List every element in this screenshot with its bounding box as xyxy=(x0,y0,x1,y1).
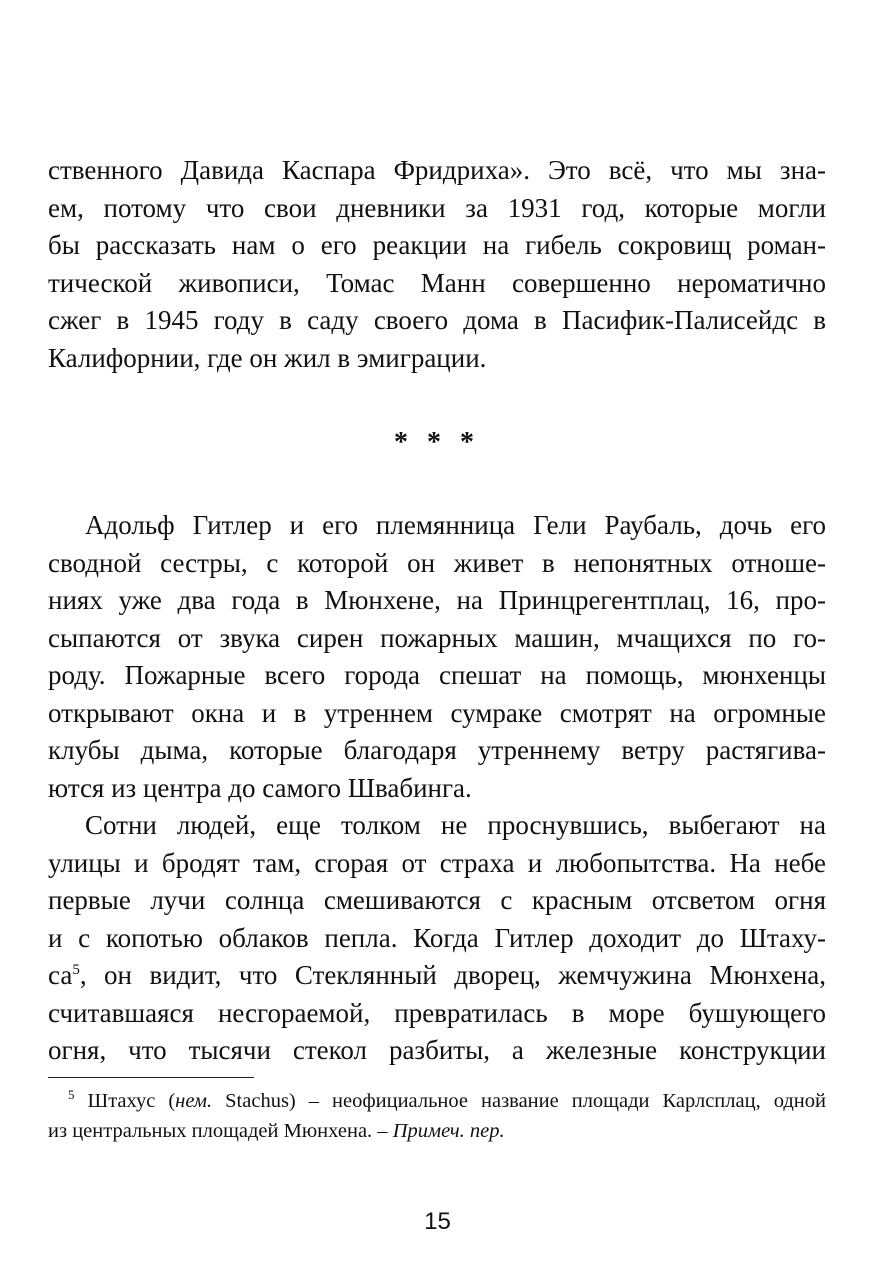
text-line: ем, потому что свои дневники за 1931 год, которые могли xyxy=(48,192,826,223)
text-line: считавшаяся несгораемой, превратилась в море бушующего xyxy=(48,997,826,1028)
page-number: 15 xyxy=(424,1208,451,1235)
text-line: Сотни людей, еще толком не проснувшись, выбегают на xyxy=(85,810,826,840)
paragraph-1 xyxy=(48,152,826,377)
text-line: первые лучи солнца смешиваются с красным отсветом огня xyxy=(48,885,826,915)
section-separator: * * * xyxy=(394,427,480,458)
text-line: ниях уже два года в Мюнхене, на Принцрегентплац, 16, про- xyxy=(48,585,826,615)
text-line xyxy=(48,957,826,995)
text-line: улицы и бродят там, сгорая от страха и любопытства. На небе xyxy=(48,847,826,878)
footnote-line xyxy=(48,1116,826,1146)
text-line: бы рассказать нам о его реакции на гибель сокровищ роман- xyxy=(48,230,826,260)
text-line: сжег в 1945 году в саду своего дома в Пасифик-Палисейдс в xyxy=(48,305,826,335)
footnote-text: Штахус ( xyxy=(74,1090,176,1112)
text-line: Калифорнии, где он жил в эмиграции. xyxy=(48,342,487,373)
text-line: Адольф Гитлер и его племянница Гели Раубаль, дочь его xyxy=(85,510,826,540)
text-line: сыпаются от звука сирен пожарных машин, мчащихся по го- xyxy=(48,622,826,653)
text-fragment: са xyxy=(48,960,73,990)
paragraph-2 xyxy=(48,507,826,807)
paragraph-3 xyxy=(48,807,826,1070)
text-line: роду. Пожарные всего города спешат на помощь, мюнхенцы xyxy=(48,660,826,690)
text-line: ются из центра до самого Швабинга. xyxy=(48,772,472,803)
text-line: огня, что тысячи стекол разбиты, а железные конструкции xyxy=(48,1035,826,1065)
text-line: сводной сестры, с которой он живет в непонятных отноше- xyxy=(48,547,826,578)
text-line: клубы дыма, которые благодаря утреннему ветру растягива- xyxy=(48,735,826,765)
footnote-line xyxy=(48,1086,826,1116)
text-line: открывают окна и в утреннем сумраке смотрят на огромные xyxy=(48,697,826,728)
text-line: тической живописи, Томас Манн совершенно нероматично xyxy=(48,267,826,298)
footnote-marker: 5 xyxy=(68,1087,75,1103)
footnote-divider xyxy=(48,1077,254,1078)
footnote-ref-marker[interactable]: 5 xyxy=(72,962,80,978)
footnote-italic-text: нем. xyxy=(175,1090,213,1112)
footnote xyxy=(48,1086,826,1146)
text-fragment: , он видит, что Стеклянный дворец, жемчужина Мюнхена, xyxy=(79,960,826,990)
page-body xyxy=(48,152,826,1070)
text-line: и с копотью облаков пепла. Когда Гитлер доходит до Штаху- xyxy=(48,922,826,953)
text-line: ственного Давида Каспара Фридриха». Это всё, что мы зна- xyxy=(48,155,826,185)
footnote-italic-text: Примеч. пер. xyxy=(392,1120,505,1142)
footnote-text: из центральных площадей Мюнхена. – xyxy=(48,1120,393,1142)
footnote-text: Stachus) – неофициальное название площади Карлсплац, одной xyxy=(212,1090,826,1112)
